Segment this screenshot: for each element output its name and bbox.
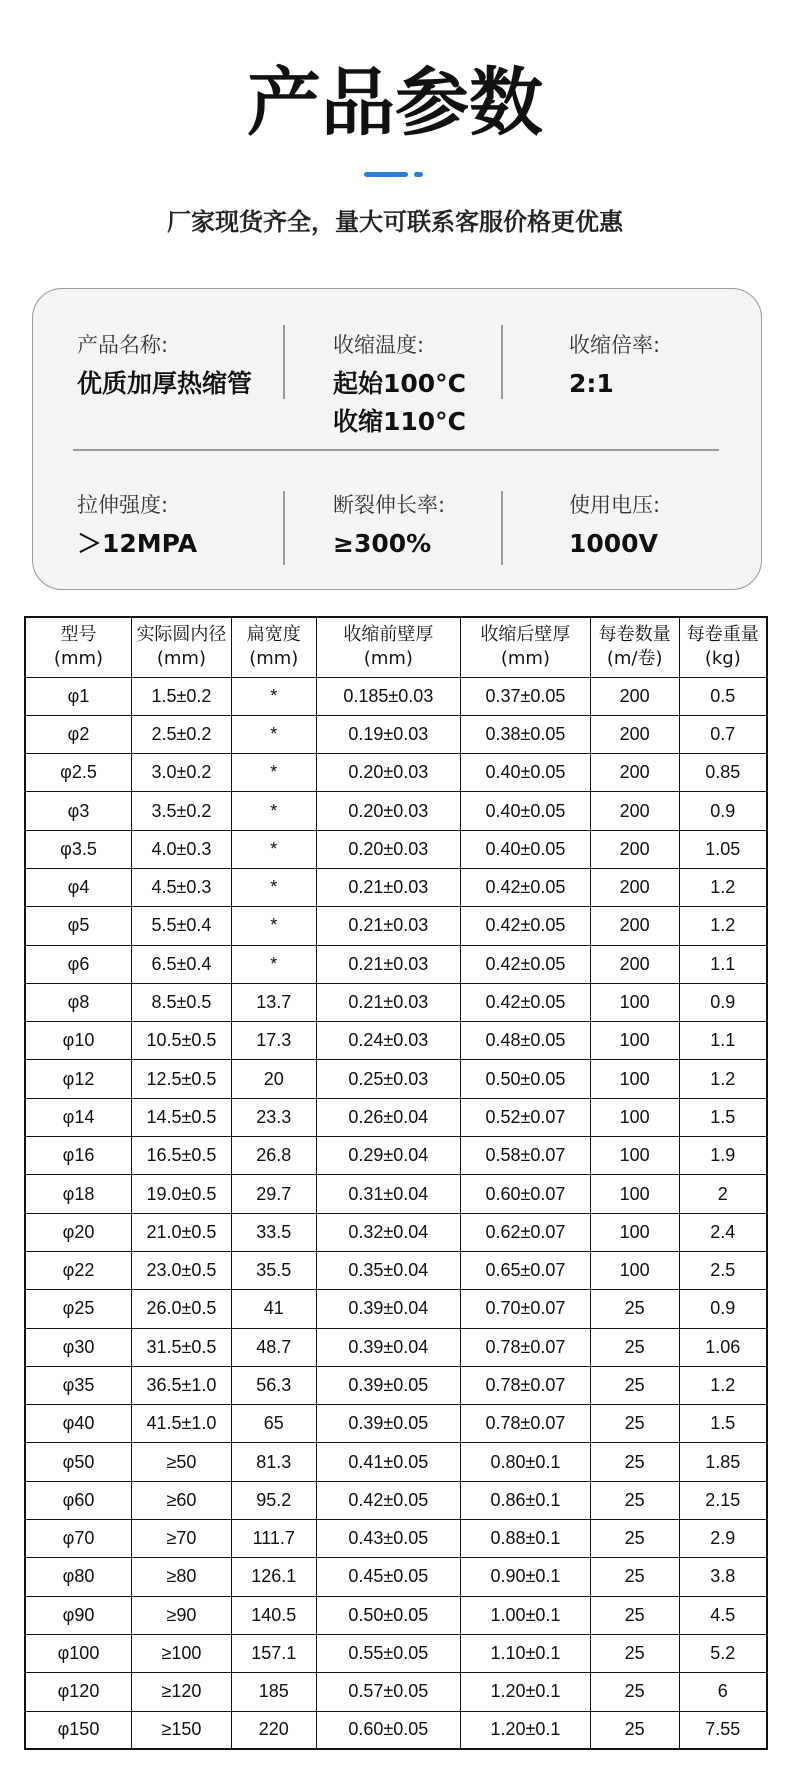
- header-line: (mm): [363, 648, 413, 670]
- table-cell: 0.20±0.03: [316, 754, 461, 792]
- table-cell: 200: [590, 715, 679, 753]
- table-cell: φ3: [25, 792, 131, 830]
- header-line: 型号: [60, 624, 97, 646]
- table-cell: 0.55±0.05: [316, 1634, 461, 1672]
- table-cell: 0.50±0.05: [461, 1060, 591, 1098]
- table-row: [25, 868, 767, 906]
- table-cell: 0.20±0.03: [316, 792, 461, 830]
- table-cell: 8.5±0.5: [131, 983, 231, 1021]
- table-cell: φ60: [25, 1481, 131, 1519]
- table-cell: 111.7: [231, 1520, 316, 1558]
- table-cell: 1.1: [679, 1022, 767, 1060]
- table-cell: *: [231, 907, 316, 945]
- table-cell: ≥80: [131, 1558, 231, 1596]
- table-cell: 26.8: [231, 1137, 316, 1175]
- info-label: 收缩倍率:: [569, 333, 661, 357]
- table-cell: φ4: [25, 868, 131, 906]
- table-cell: 20: [231, 1060, 316, 1098]
- table-cell: 0.29±0.04: [316, 1137, 461, 1175]
- table-cell: 7.55: [679, 1711, 767, 1749]
- table-cell: 2: [679, 1175, 767, 1213]
- table-cell: 0.45±0.05: [316, 1558, 461, 1596]
- info-elongation: [333, 489, 445, 563]
- table-cell: 35.5: [231, 1251, 316, 1289]
- table-cell: *: [231, 677, 316, 715]
- table-cell: 200: [590, 830, 679, 868]
- header-line: 扁宽度: [246, 624, 301, 646]
- title-accent-bar: [364, 172, 408, 177]
- table-row: [25, 1366, 767, 1404]
- table-cell: 41: [231, 1290, 316, 1328]
- table-cell: ≥120: [131, 1673, 231, 1711]
- table-cell: 3.5±0.2: [131, 792, 231, 830]
- table-cell: ≥150: [131, 1711, 231, 1749]
- table-cell: 2.15: [679, 1481, 767, 1519]
- table-row: [25, 754, 767, 792]
- table-cell: 200: [590, 868, 679, 906]
- table-cell: 14.5±0.5: [131, 1098, 231, 1136]
- table-cell: 25: [590, 1290, 679, 1328]
- table-cell: 1.00±0.1: [461, 1596, 591, 1634]
- table-cell: 0.78±0.07: [461, 1366, 591, 1404]
- table-cell: 23.0±0.5: [131, 1251, 231, 1289]
- table-cell: 157.1: [231, 1634, 316, 1672]
- table-cell: 25: [590, 1558, 679, 1596]
- table-cell: 25: [590, 1328, 679, 1366]
- table-cell: 0.21±0.03: [316, 983, 461, 1021]
- table-cell: *: [231, 945, 316, 983]
- table-cell: 33.5: [231, 1213, 316, 1251]
- table-cell: 0.70±0.07: [461, 1290, 591, 1328]
- table-cell: 0.20±0.03: [316, 830, 461, 868]
- table-row: [25, 1443, 767, 1481]
- table-cell: 12.5±0.5: [131, 1060, 231, 1098]
- table-cell: φ100: [25, 1634, 131, 1672]
- table-cell: 0.65±0.07: [461, 1251, 591, 1289]
- table-cell: 1.05: [679, 830, 767, 868]
- table-cell: *: [231, 830, 316, 868]
- table-row: [25, 1405, 767, 1443]
- info-value: ＞12MPA: [77, 529, 198, 558]
- table-cell: 0.42±0.05: [461, 907, 591, 945]
- table-cell: 1.10±0.1: [461, 1634, 591, 1672]
- table-cell: φ3.5: [25, 830, 131, 868]
- table-cell: φ50: [25, 1443, 131, 1481]
- table-cell: 0.85: [679, 754, 767, 792]
- table-cell: 16.5±0.5: [131, 1137, 231, 1175]
- column-header: [131, 617, 231, 677]
- table-cell: 25: [590, 1366, 679, 1404]
- header-line: (mm): [500, 648, 550, 670]
- table-cell: 100: [590, 1213, 679, 1251]
- table-cell: 0.19±0.03: [316, 715, 461, 753]
- table-cell: φ14: [25, 1098, 131, 1136]
- header-line: 每卷数量: [598, 624, 671, 646]
- table-row: [25, 677, 767, 715]
- column-header: [316, 617, 461, 677]
- table-cell: 200: [590, 792, 679, 830]
- table-cell: 21.0±0.5: [131, 1213, 231, 1251]
- table-cell: φ2.5: [25, 754, 131, 792]
- table-cell: 2.4: [679, 1213, 767, 1251]
- table-cell: φ16: [25, 1137, 131, 1175]
- divider: [283, 491, 285, 565]
- table-cell: 1.2: [679, 1060, 767, 1098]
- table-row: [25, 1673, 767, 1711]
- info-label: 收缩温度:: [333, 333, 425, 357]
- table-cell: 200: [590, 907, 679, 945]
- table-cell: φ30: [25, 1328, 131, 1366]
- table-cell: 1.2: [679, 907, 767, 945]
- table-cell: 100: [590, 1251, 679, 1289]
- table-cell: φ10: [25, 1022, 131, 1060]
- table-row: [25, 1213, 767, 1251]
- table-cell: φ90: [25, 1596, 131, 1634]
- table-cell: 0.86±0.1: [461, 1481, 591, 1519]
- product-info-card: [32, 288, 762, 590]
- table-cell: 100: [590, 1175, 679, 1213]
- column-header: [679, 617, 767, 677]
- table-cell: 0.9: [679, 792, 767, 830]
- table-cell: 0.37±0.05: [461, 677, 591, 715]
- column-header: [231, 617, 316, 677]
- table-cell: φ80: [25, 1558, 131, 1596]
- table-cell: 4.0±0.3: [131, 830, 231, 868]
- table-row: [25, 1711, 767, 1749]
- page-subtitle: 厂家现货齐全，量大可联系客服价格更优惠: [167, 208, 623, 236]
- table-cell: 0.25±0.03: [316, 1060, 461, 1098]
- info-value: 2:1: [569, 369, 614, 398]
- table-cell: 1.20±0.1: [461, 1673, 591, 1711]
- table-cell: 0.42±0.05: [461, 868, 591, 906]
- divider: [501, 491, 503, 565]
- table-cell: 0.42±0.05: [461, 945, 591, 983]
- table-cell: 48.7: [231, 1328, 316, 1366]
- table-row: [25, 1520, 767, 1558]
- table-row: [25, 1634, 767, 1672]
- page-title: 产品参数: [247, 60, 543, 146]
- table-cell: ≥70: [131, 1520, 231, 1558]
- divider: [283, 325, 285, 399]
- table-cell: 100: [590, 1022, 679, 1060]
- table-cell: φ20: [25, 1213, 131, 1251]
- header-line: 每卷重量: [686, 624, 759, 646]
- header-line: 收缩后壁厚: [480, 624, 571, 646]
- table-cell: 25: [590, 1673, 679, 1711]
- header-line: 实际圆内径: [136, 624, 227, 646]
- header-line: (kg): [704, 648, 741, 670]
- info-label: 使用电压:: [569, 493, 661, 517]
- table-cell: 0.21±0.03: [316, 868, 461, 906]
- table-cell: 100: [590, 1098, 679, 1136]
- table-cell: 200: [590, 945, 679, 983]
- table-cell: *: [231, 792, 316, 830]
- table-cell: 185: [231, 1673, 316, 1711]
- table-cell: 6.5±0.4: [131, 945, 231, 983]
- table-cell: 100: [590, 1137, 679, 1175]
- table-cell: φ40: [25, 1405, 131, 1443]
- table-cell: 29.7: [231, 1175, 316, 1213]
- info-shrink-temp: [333, 329, 466, 441]
- table-cell: 0.7: [679, 715, 767, 753]
- table-cell: 0.40±0.05: [461, 792, 591, 830]
- header-line: (mm): [249, 648, 299, 670]
- column-header: [461, 617, 591, 677]
- table-cell: 0.40±0.05: [461, 830, 591, 868]
- table-cell: 31.5±0.5: [131, 1328, 231, 1366]
- info-value: 起始100°C: [333, 369, 467, 398]
- table-cell: 1.9: [679, 1137, 767, 1175]
- table-cell: 17.3: [231, 1022, 316, 1060]
- header-line: (mm): [53, 648, 104, 670]
- table-cell: 140.5: [231, 1596, 316, 1634]
- table-cell: 41.5±1.0: [131, 1405, 231, 1443]
- table-cell: 25: [590, 1634, 679, 1672]
- table-cell: 0.52±0.07: [461, 1098, 591, 1136]
- table-row: [25, 1596, 767, 1634]
- info-tensile-strength: [77, 489, 197, 563]
- divider: [73, 449, 719, 451]
- table-cell: 0.5: [679, 677, 767, 715]
- table-cell: 2.5: [679, 1251, 767, 1289]
- table-cell: 6: [679, 1673, 767, 1711]
- table-cell: 0.80±0.1: [461, 1443, 591, 1481]
- table-cell: 3.0±0.2: [131, 754, 231, 792]
- table-cell: 0.24±0.03: [316, 1022, 461, 1060]
- table-cell: 0.88±0.1: [461, 1520, 591, 1558]
- info-voltage: [569, 489, 660, 563]
- table-cell: φ25: [25, 1290, 131, 1328]
- table-cell: φ22: [25, 1251, 131, 1289]
- table-cell: 1.5: [679, 1405, 767, 1443]
- table-cell: φ8: [25, 983, 131, 1021]
- table-row: [25, 945, 767, 983]
- info-value: 优质加厚热缩管: [77, 369, 253, 398]
- title-accent-dot: [414, 172, 423, 177]
- info-product-name: [77, 329, 252, 403]
- spec-table: [24, 616, 768, 1750]
- table-cell: ≥50: [131, 1443, 231, 1481]
- table-cell: 0.9: [679, 983, 767, 1021]
- table-cell: ≥90: [131, 1596, 231, 1634]
- table-cell: 0.39±0.05: [316, 1405, 461, 1443]
- table-cell: φ1: [25, 677, 131, 715]
- table-cell: 1.06: [679, 1328, 767, 1366]
- table-cell: 4.5±0.3: [131, 868, 231, 906]
- table-cell: 0.185±0.03: [316, 677, 461, 715]
- table-cell: 0.62±0.07: [461, 1213, 591, 1251]
- table-cell: 65: [231, 1405, 316, 1443]
- table-cell: 36.5±1.0: [131, 1366, 231, 1404]
- table-cell: 100: [590, 1060, 679, 1098]
- info-value: 收缩110°C: [333, 407, 467, 436]
- table-cell: φ5: [25, 907, 131, 945]
- table-row: [25, 983, 767, 1021]
- column-header: [25, 617, 131, 677]
- table-cell: 100: [590, 983, 679, 1021]
- table-cell: 1.5±0.2: [131, 677, 231, 715]
- table-cell: 0.60±0.07: [461, 1175, 591, 1213]
- table-cell: 5.2: [679, 1634, 767, 1672]
- table-row: [25, 830, 767, 868]
- table-cell: 126.1: [231, 1558, 316, 1596]
- table-cell: 3.8: [679, 1558, 767, 1596]
- table-row: [25, 907, 767, 945]
- table-cell: φ18: [25, 1175, 131, 1213]
- table-row: [25, 1290, 767, 1328]
- table-row: [25, 792, 767, 830]
- info-label: 产品名称:: [77, 333, 169, 357]
- table-cell: 25: [590, 1443, 679, 1481]
- table-cell: 0.31±0.04: [316, 1175, 461, 1213]
- table-cell: 4.5: [679, 1596, 767, 1634]
- table-row: [25, 1098, 767, 1136]
- table-cell: 1.1: [679, 945, 767, 983]
- table-cell: 13.7: [231, 983, 316, 1021]
- table-cell: 0.32±0.04: [316, 1213, 461, 1251]
- table-cell: 1.2: [679, 868, 767, 906]
- table-cell: 56.3: [231, 1366, 316, 1404]
- table-cell: φ6: [25, 945, 131, 983]
- table-cell: 0.42±0.05: [461, 983, 591, 1021]
- table-cell: 0.39±0.04: [316, 1290, 461, 1328]
- table-cell: 0.21±0.03: [316, 945, 461, 983]
- table-row: [25, 715, 767, 753]
- table-cell: 0.58±0.07: [461, 1137, 591, 1175]
- table-cell: 0.78±0.07: [461, 1405, 591, 1443]
- table-cell: 0.42±0.05: [316, 1481, 461, 1519]
- table-cell: φ35: [25, 1366, 131, 1404]
- table-cell: φ12: [25, 1060, 131, 1098]
- table-cell: 0.21±0.03: [316, 907, 461, 945]
- table-cell: 19.0±0.5: [131, 1175, 231, 1213]
- header-line: 收缩前壁厚: [343, 624, 434, 646]
- table-cell: 1.5: [679, 1098, 767, 1136]
- table-cell: 200: [590, 677, 679, 715]
- table-cell: φ150: [25, 1711, 131, 1749]
- header-line: (m/卷): [606, 648, 663, 670]
- table-cell: 25: [590, 1405, 679, 1443]
- table-cell: 1.20±0.1: [461, 1711, 591, 1749]
- table-cell: *: [231, 715, 316, 753]
- table-cell: 10.5±0.5: [131, 1022, 231, 1060]
- table-cell: 2.5±0.2: [131, 715, 231, 753]
- table-cell: 0.39±0.04: [316, 1328, 461, 1366]
- table-row: [25, 1481, 767, 1519]
- table-cell: 0.38±0.05: [461, 715, 591, 753]
- info-value: 1000V: [569, 529, 658, 558]
- table-cell: 0.41±0.05: [316, 1443, 461, 1481]
- header-line: (mm): [156, 648, 206, 670]
- table-cell: *: [231, 868, 316, 906]
- table-header-row: [25, 617, 767, 677]
- table-cell: 0.9: [679, 1290, 767, 1328]
- table-cell: ≥60: [131, 1481, 231, 1519]
- table-cell: 95.2: [231, 1481, 316, 1519]
- table-row: [25, 1251, 767, 1289]
- divider: [501, 325, 503, 399]
- table-cell: 0.90±0.1: [461, 1558, 591, 1596]
- table-body: [25, 677, 767, 1749]
- table-row: [25, 1328, 767, 1366]
- table-cell: 25: [590, 1711, 679, 1749]
- table-cell: 26.0±0.5: [131, 1290, 231, 1328]
- table-row: [25, 1558, 767, 1596]
- table-cell: 0.50±0.05: [316, 1596, 461, 1634]
- table-cell: 1.85: [679, 1443, 767, 1481]
- table-cell: 0.60±0.05: [316, 1711, 461, 1749]
- table-cell: 0.35±0.04: [316, 1251, 461, 1289]
- table-cell: 0.26±0.04: [316, 1098, 461, 1136]
- table-cell: 23.3: [231, 1098, 316, 1136]
- table-cell: 0.40±0.05: [461, 754, 591, 792]
- table-cell: ≥100: [131, 1634, 231, 1672]
- table-cell: 200: [590, 754, 679, 792]
- table-row: [25, 1137, 767, 1175]
- table-cell: 220: [231, 1711, 316, 1749]
- column-header: [590, 617, 679, 677]
- table-row: [25, 1060, 767, 1098]
- table-cell: 0.43±0.05: [316, 1520, 461, 1558]
- table-cell: 0.39±0.05: [316, 1366, 461, 1404]
- info-shrink-ratio: [569, 329, 660, 403]
- table-cell: 25: [590, 1481, 679, 1519]
- table-cell: 81.3: [231, 1443, 316, 1481]
- info-label: 拉伸强度:: [77, 493, 169, 517]
- table-row: [25, 1022, 767, 1060]
- table-cell: 25: [590, 1596, 679, 1634]
- table-cell: 0.57±0.05: [316, 1673, 461, 1711]
- table-cell: φ70: [25, 1520, 131, 1558]
- table-cell: 0.48±0.05: [461, 1022, 591, 1060]
- table-cell: 25: [590, 1520, 679, 1558]
- table-cell: *: [231, 754, 316, 792]
- info-value: ≥300%: [333, 529, 432, 558]
- table-row: [25, 1175, 767, 1213]
- table-cell: φ2: [25, 715, 131, 753]
- table-cell: 0.78±0.07: [461, 1328, 591, 1366]
- table-cell: φ120: [25, 1673, 131, 1711]
- table-cell: 5.5±0.4: [131, 907, 231, 945]
- table-cell: 1.2: [679, 1366, 767, 1404]
- table-cell: 2.9: [679, 1520, 767, 1558]
- info-label: 断裂伸长率:: [333, 493, 446, 517]
